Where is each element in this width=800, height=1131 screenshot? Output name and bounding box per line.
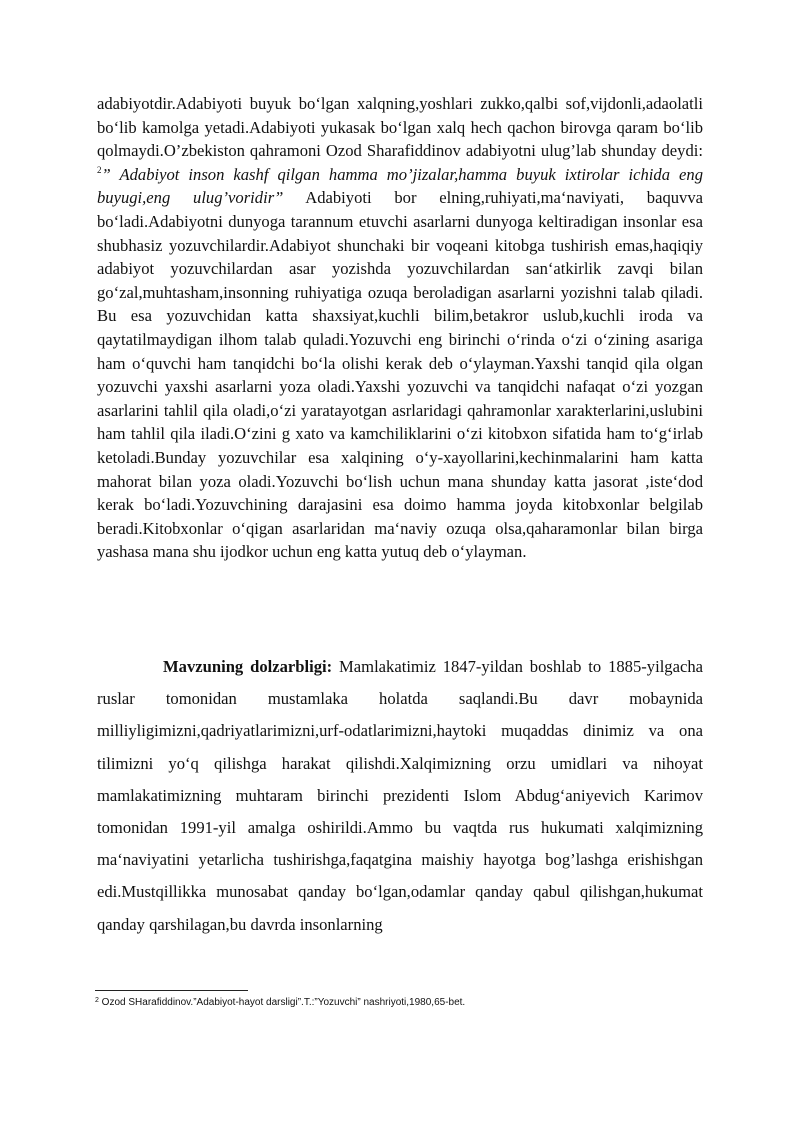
footnote-reference-mark[interactable]: 2 xyxy=(97,164,102,175)
paragraph-1-text-before-reference: adabiyotdir.Adabiyoti buyuk bo‘lgan xalqning,yoshlari zukko,qalbi sof,vijdonli,adaolatli bo‘lib kamolga yetadi.Adabiyoti yukasak bo‘lgan xalq hech qachon birovga qaram bo‘lib qolmaydi.O’zbekiston qahramoni Ozod Sharafiddinov adabiyotni ulug’lab shunday deydi: xyxy=(97,94,703,161)
footnote-text: Ozod SHarafiddinov.”Adabiyot-hayot darsligi”.T.:”Yozuvchi” nashriyoti,1980,65-bet. xyxy=(98,997,466,1008)
section-heading-inline: Mavzuning dolzarbligi: xyxy=(163,657,333,676)
footnote-mark: 2 xyxy=(95,997,99,1004)
body-paragraph-1 xyxy=(97,92,703,564)
footnote-separator xyxy=(95,990,248,991)
quote-italic: ” Adabiyot inson kashf qilgan hamma mo’jizalar,hamma buyuk ixtirolar ichida eng buyugi,eng ulug’voridir” xyxy=(97,164,703,208)
footnote xyxy=(95,996,715,1009)
paragraph-1-text-after-quote: Adabiyoti bor elning,ruhiyati,ma‘naviyati, baquvva bo‘ladi.Adabiyotni dunyoga tarannum etuvchi asarlarni dunyoga keltiradigan insonlar esa shubhasiz yozuvchilardir.Adabiyot shunchaki bir voqeani kitobga tushirish emas,haqiqiy adabiyot yozuvchilardan asar yozishda yozuvchilardan san‘atkirlik zavqi bilan go‘zal,muhtasham,insonning ruhiyatiga ozuqa beroladigan asarlarni yozishni talab qiladi. Bu esa yozuvchidan katta shaxsiyat,kuchli bilim,betakror uslub,kuchli iroda va qaytatilmaydigan ilhom talab quladi.Yozuvchi eng birinchi o‘rinda o‘zi o‘zining asariga ham o‘quvchi ham tanqidchi bo‘la olishi kerak deb o‘ylayman.Yaxshi tanqid qila olgan yozuvchi yaxshi asarlarni yoza oladi.Yaxshi yozuvchi va tanqidchi nafaqat o‘zi yozgan asarlarini tahlil qila oladi,o‘zi yaratayotgan asrlaridagi qahramonlar xarakterlarini,uslubini ham tahlil qila iladi.O‘zini g xato va kamchiliklarini o‘zi kitobxon sifatida ham to‘g‘irlab ketoladi.Bunday yozuvchilar esa xalqining o‘y-xayollarini,kechinmalarini ham katta mahorat bilan yoza oladi.Yozuvchi bo‘lish uchun mana shunday katta jasorat ,iste‘dod kerak bo‘ladi.Yozuvchining darajasini esa doimo hamma joyda kitobxonlar belgilab beradi.Kitobxonlar o‘qigan asarlaridan ma‘naviy ozuqa olsa,qaharamonlar bilan birga yashasa mana shu ijodkor uchun eng katta yutuq deb o‘ylayman. xyxy=(97,188,703,562)
body-paragraph-2 xyxy=(97,651,703,941)
paragraph-2-text: Mamlakatimiz 1847-yildan boshlab to 1885-yilgacha ruslar tomonidan mustamlaka holatda saqlandi.Bu davr mobaynida milliyligimizni,qadriyatlarimizni,urf-odatlarimizni,haytoki muqaddas dinimiz va ona tilimizni yo‘q qilishga harakat qilishdi.Xalqimizning orzu umidlari va nihoyat mamlakatimizning muhtaram birinchi prezidenti Islom Abdug‘aniyevich Karimov tomonidan 1991-yil amalga oshirildi.Ammo bu vaqtda rus hukumati xalqimizning ma‘naviyatini yetarlicha tushirishga,faqatgina maishiy hayotga bog’lashga erishishgan edi.Mustqillikka munosabat qanday bo‘lgan,odamlar qanday qabul qilishgan,hukumat qanday qarshilagan,bu davrda insonlarning xyxy=(97,657,703,934)
